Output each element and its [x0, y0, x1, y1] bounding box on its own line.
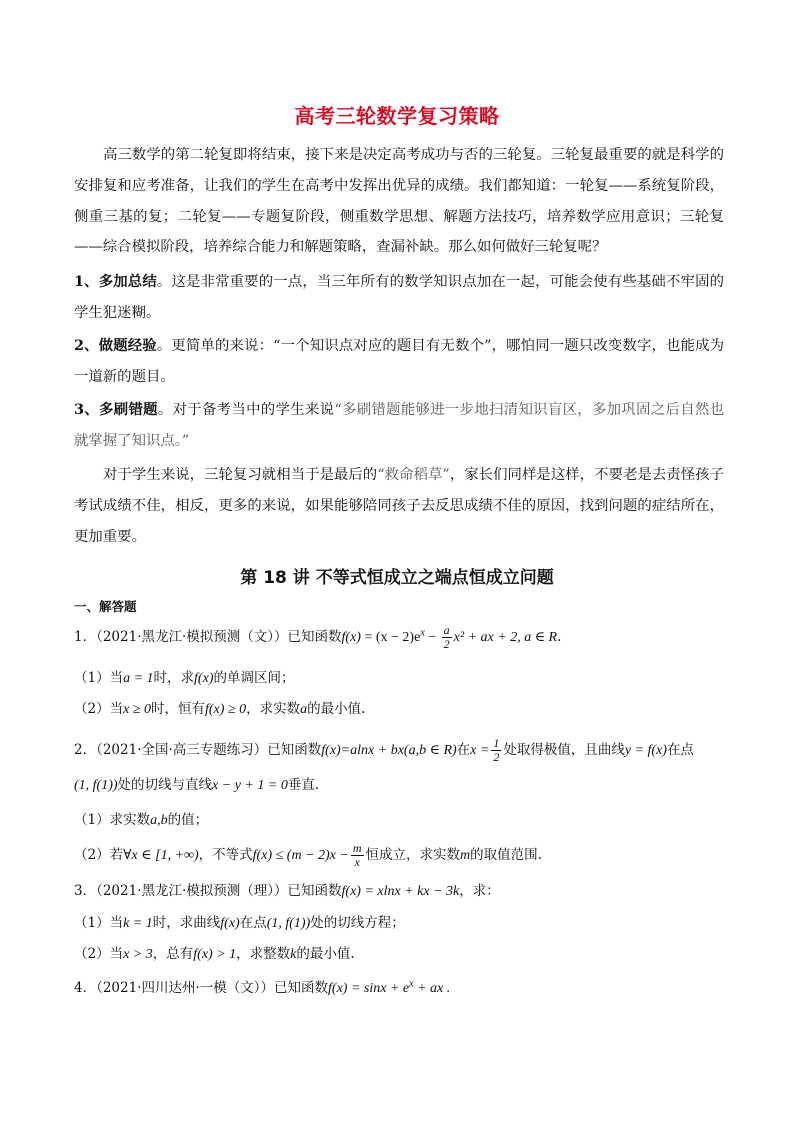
tip-1	[74, 267, 724, 329]
tip-3	[74, 395, 724, 457]
tip-1-body: 。这是非常重要的一点，当三年所有的数学知识点加在一起，可能会使有些基础不牢固的学生犯迷糊。	[74, 274, 725, 321]
page-title: 高考三轮数学复习策略	[294, 104, 500, 128]
closing-text-a: 对于学生来说，三轮复习就相当于是最后的	[103, 467, 378, 483]
problem-2: 2．（2021·全国·高三专题练习）已知函数f(x)=alnx + bx(a,b ∈ R)在x = $\frac{1}{2}$ 处取得极值，且曲线y = f(x)在点	[74, 736, 694, 764]
tip-3-heading: 3、多刷错题	[74, 401, 158, 418]
problem-2-m-over-x: $\frac{m}{x}$	[352, 841, 362, 869]
part-label: 一、解答题	[74, 599, 137, 614]
closing-paragraph	[74, 460, 724, 552]
section-title: 第 18 讲 不等式恒成立之端点恒成立问题	[240, 568, 554, 588]
problem-2-line-2: (1, f(1))处的切线与直线x − y + 1 = 0垂直.	[74, 777, 320, 793]
problem-1-part-1: （1）当a = 1时，求f(x)的单调区间；	[74, 670, 295, 686]
problem-1-func: f(x)	[341, 630, 361, 645]
problem-1-rhs-a: = (x − 2)e	[360, 630, 421, 645]
problem-2-half: $\frac{1}{2}$	[493, 736, 500, 764]
problem-4: 4．（2021·四川达州·一模（文））已知函数$f(x) = \sin x + e^x$ + ax .	[74, 978, 451, 996]
tip-3-quote: “多刷错题能够进一步地扫清知识盲区，多加巩固之后自然也就掌握了知识点。”	[74, 402, 725, 449]
closing-text-b: ，家长们同样是这样，不要老是去责怪孩子考试成绩不佳，相反，更多的来说，如果能够陪同孩子去反思成绩不佳的原因，找到问题的症结所在，更加重要。	[74, 467, 724, 545]
problem-1-part-2: （2）当x ≥ 0时，恒有f(x) ≥ 0，求实数a的最小值.	[74, 701, 366, 717]
problem-1: 1．（2021·黑龙江·模拟预测（文））已知函数$f(x) = (x - 2)e^x$ − $\frac{a}{2}$ x² + ax + 2, a ∈ R.	[74, 623, 562, 651]
problem-2-part-1: （1）求实数a,b的值；	[74, 812, 209, 828]
problem-1-fraction: $\frac{a}{2}$	[443, 623, 450, 651]
tip-2	[74, 331, 724, 393]
problem-1-prefix: 1．（2021·黑龙江·模拟预测（文））已知函数	[74, 629, 342, 645]
tip-3-body: 。对于备考当中的学生来说	[157, 402, 335, 418]
problem-2-part-2: （2）若∀x ∈ [1, +∞)，不等式f(x) ≤ (m − 2)x − $\frac{m}{x}$ 恒成立，求实数m的取值范围.	[74, 841, 542, 869]
problem-3-part-2: （2）当x > 3，总有f(x) > 1，求整数k的最小值.	[74, 946, 355, 962]
problem-3-part-1: （1）当k = 1时，求曲线f(x)在点(1, f(1))处的切线方程；	[74, 915, 405, 931]
tip-1-heading: 1、多加总结	[74, 273, 157, 290]
problem-1-exp: x	[420, 627, 425, 639]
closing-quote: “救命稻草”	[377, 467, 450, 483]
tip-2-body: 。更简单的来说：“一个知识点对应的题目有无数个”，哪怕同一题只改变数字，也能成为一道新的题目。	[74, 338, 725, 385]
problem-3: 3．（2021·黑龙江·模拟预测（理））已知函数f(x) = xlnx + kx − 3k，求：	[74, 883, 500, 899]
problem-1-rhs-c: x² + ax + 2, a ∈ R	[453, 630, 558, 645]
tip-2-heading: 2、做题经验	[74, 337, 157, 354]
intro-paragraph: 高三数学的第二轮复即将结束，接下来是决定高考成功与否的三轮复。三轮复最重要的就是科学的安排复和应考准备，让我们的学生在高考中发挥出优异的成绩。我们都知道：一轮复——系统复阶段，侧重三基的复；二轮复——专题复阶段，侧重数学思想、解题方法技巧，培养数学应用意识；三轮复——综合模拟阶段，培养综合能力和解题策略，查漏补缺。那么如何做好三轮复呢？	[74, 147, 724, 256]
